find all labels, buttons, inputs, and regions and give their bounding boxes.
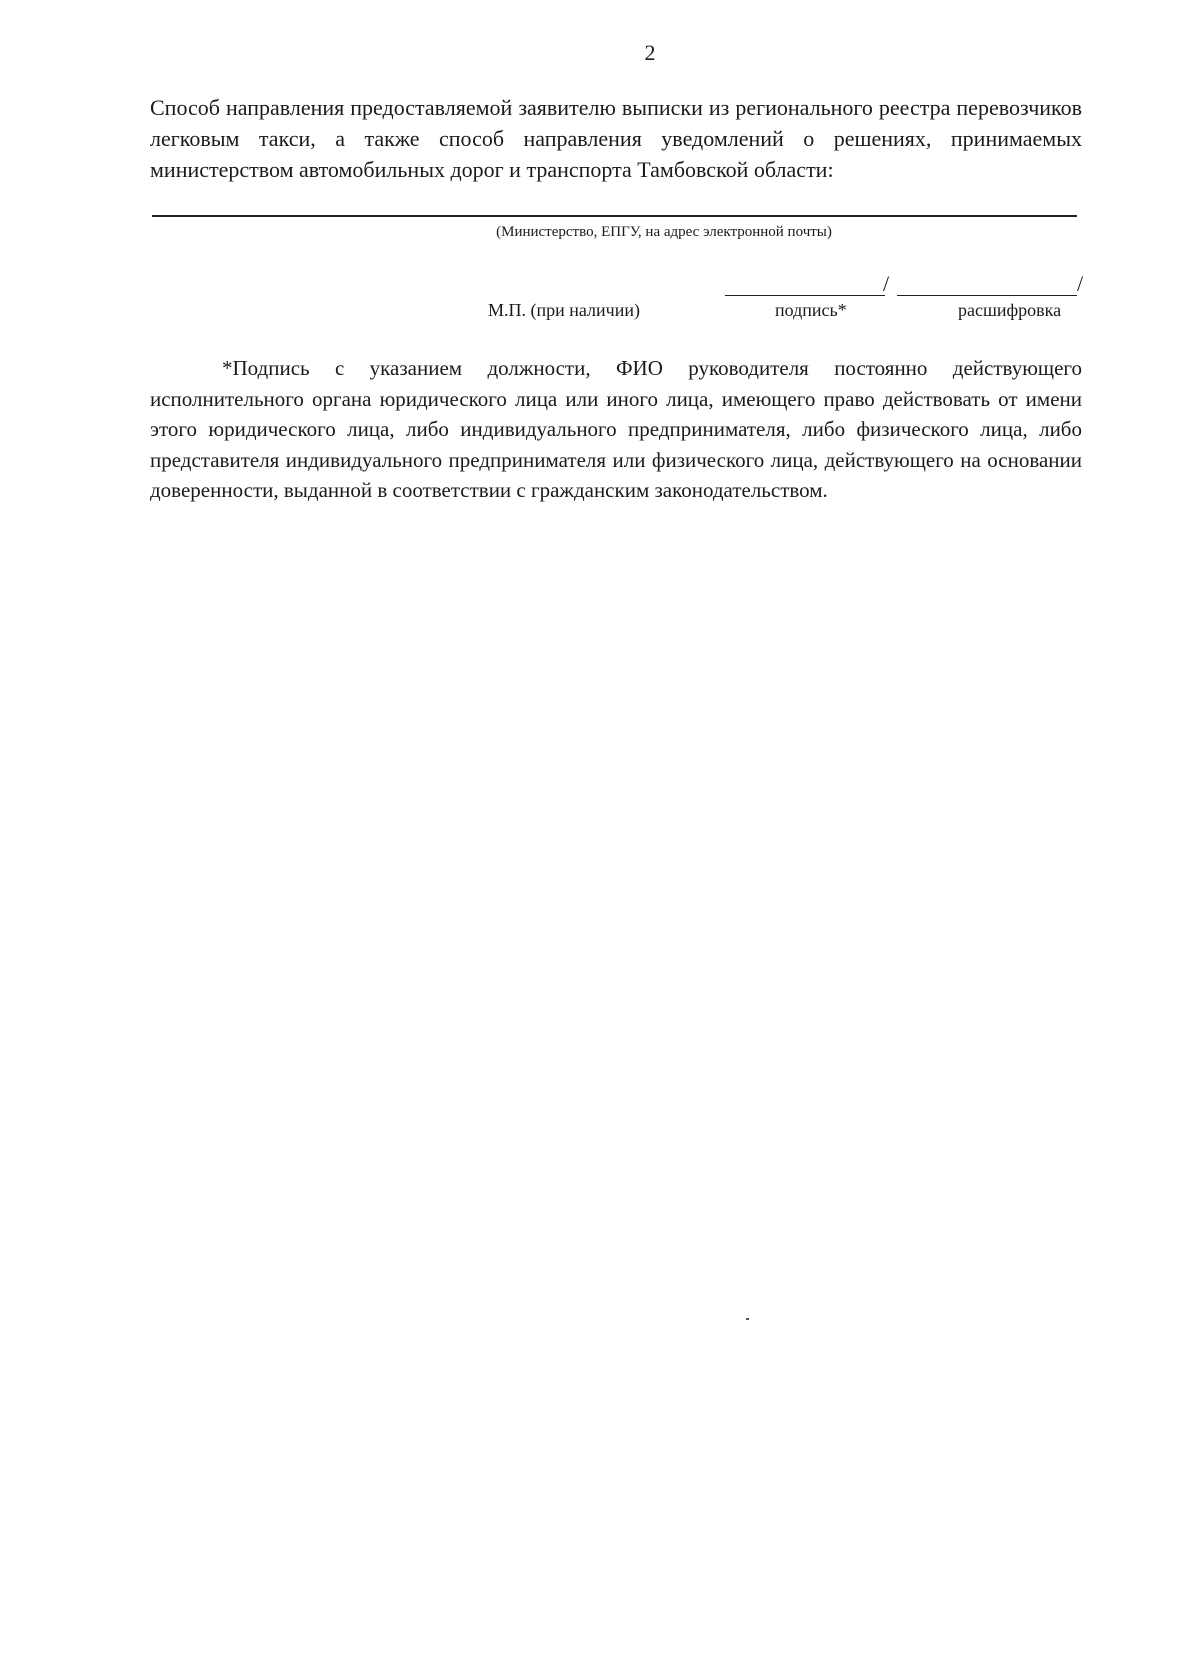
signature-blank-line — [725, 295, 885, 296]
signature-label: подпись* — [775, 300, 847, 320]
delivery-method-hint: (Министерство, ЕПГУ, на адрес электронной почты) — [496, 224, 832, 240]
signature-footnote: *Подпись с указанием должности, ФИО руководителя постоянно действующего исполнительного органа юридического лица или иного лица, имеющего право действовать от имени этого юридического лица, либо индивидуального предпринимателя, либо физического лица, либо представителя индивидуального предпринимателя или физического лица, действующего на основании доверенности, выданной в соответствии с гражданским законодательством. — [150, 356, 1082, 502]
page-number: 2 — [644, 40, 656, 65]
signature-lines — [725, 272, 1087, 298]
delivery-method-blank-line — [152, 215, 1077, 217]
signature-slash-2: / — [1077, 271, 1084, 296]
decode-blank-line — [897, 295, 1077, 296]
signature-slash-1: / — [883, 271, 890, 296]
decode-label: расшифровка — [958, 300, 1062, 320]
delivery-method-paragraph: Способ направления предоставляемой заявителю выписки из регионального реестра перевозчиков легковым такси, а также способ направления уведомлений о решениях, принимаемых министерством автомобильных дорог и транспорта Тамбовской области: — [150, 95, 1082, 182]
stamp-label: М.П. (при наличии) — [488, 300, 640, 320]
scan-speck — [746, 1318, 749, 1320]
signature-labels — [0, 300, 1200, 330]
